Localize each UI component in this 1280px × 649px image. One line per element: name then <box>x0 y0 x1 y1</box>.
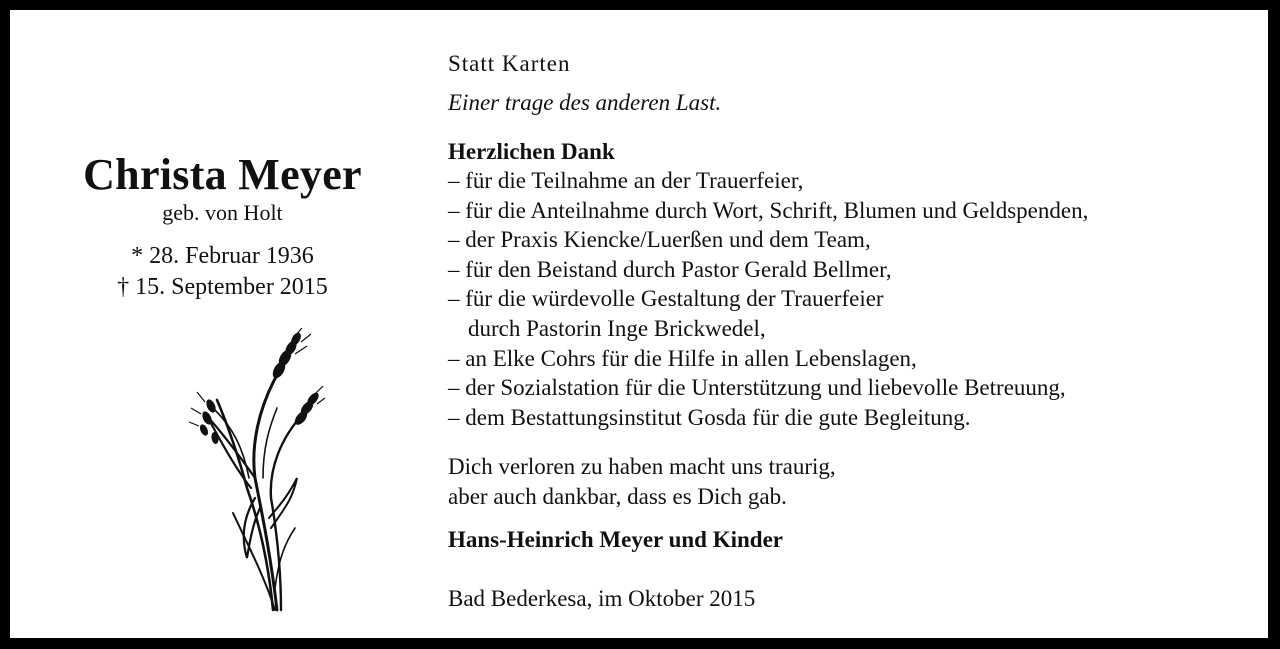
verse-line: aber auch dankbar, dass es Dich gab. <box>448 483 787 509</box>
dank-line: – für die Teilnahme an der Trauerfeier, <box>448 168 804 193</box>
message-panel <box>448 10 1258 638</box>
verse-line: Dich verloren zu haben macht uns traurig, <box>448 454 836 479</box>
wheat-icon <box>185 328 325 620</box>
dank-line: – für die Anteilnahme durch Wort, Schrift, Blumen und Geldspenden, <box>448 197 1089 223</box>
dank-list <box>448 166 1258 432</box>
dank-line: – der Sozialstation für die Unterstützung und liebevolle Betreuung, <box>448 375 1066 401</box>
statt-karten-text: Statt Karten <box>448 51 571 76</box>
signature: Hans-Heinrich Meyer und Kinder <box>448 527 783 552</box>
dank-line: – der Praxis Kiencke/Luerßen und dem Team, <box>448 227 871 253</box>
birth-date: * 28. Februar 1936 <box>131 243 314 269</box>
dank-heading: Herzlichen Dank <box>448 139 615 164</box>
dank-line: durch Pastorin Inge Brickwedel, <box>468 315 766 341</box>
born-name: geb. von Holt <box>162 200 283 225</box>
obituary-card <box>10 10 1268 638</box>
deceased-panel <box>50 10 395 638</box>
motto-text: Einer trage des anderen Last. <box>448 90 722 115</box>
dank-line: – an Elke Cohrs für die Hilfe in allen Lebenslagen, <box>448 345 917 371</box>
dank-line: – für den Beistand durch Pastor Gerald Bellmer, <box>448 256 892 282</box>
place-date: Bad Bederkesa, im Oktober 2015 <box>448 586 756 611</box>
dank-line: – für die würdevolle Gestaltung der Trauerfeier <box>448 286 884 312</box>
death-date: † 15. September 2015 <box>117 274 328 300</box>
verse <box>448 452 1258 511</box>
dank-line: – dem Bestattungsinstitut Gosda für die gute Begleitung. <box>448 404 971 430</box>
deceased-name: Christa Meyer <box>83 150 362 199</box>
